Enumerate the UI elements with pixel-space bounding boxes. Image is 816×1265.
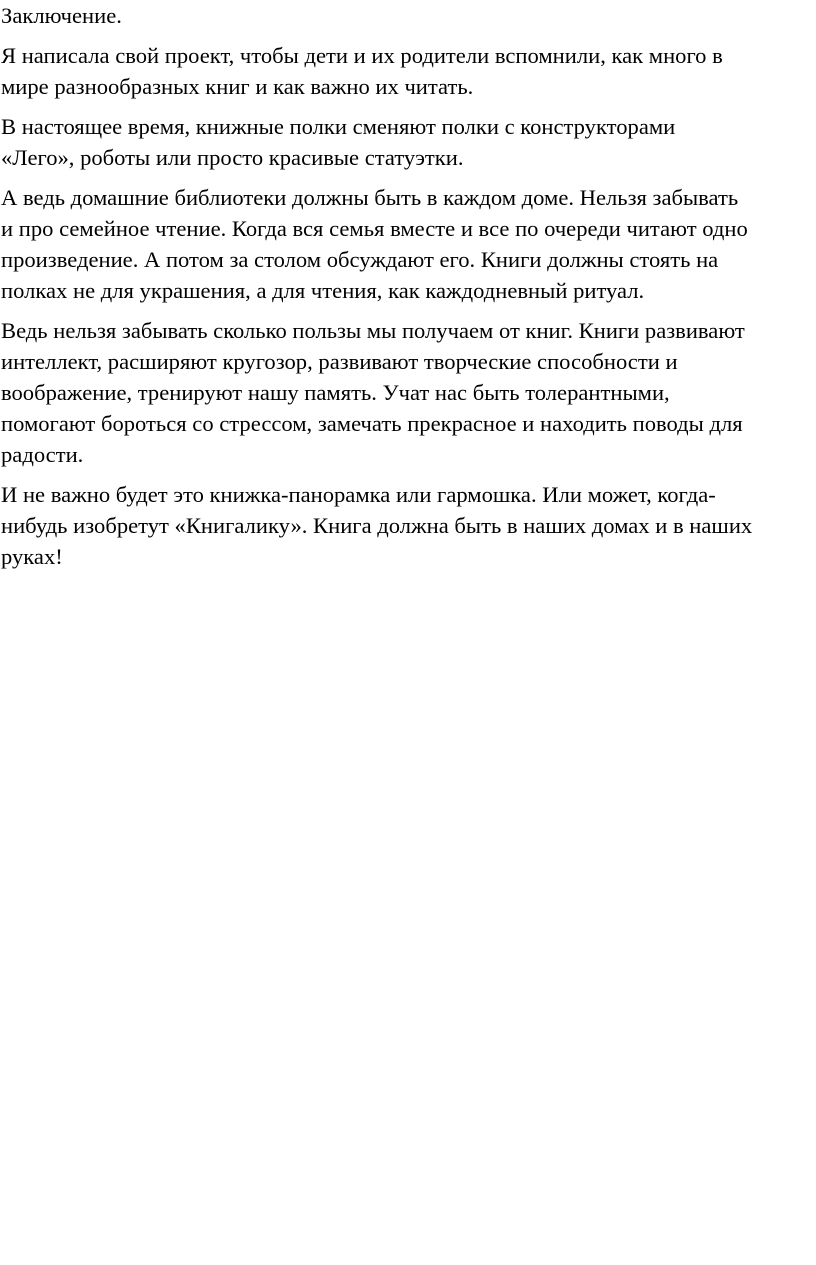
paragraph-line: «Лего», роботы или просто красивые статуэтки. [1, 145, 464, 170]
paragraph-line: А ведь домашние библиотеки должны быть в каждом доме. Нельзя забывать [1, 185, 739, 210]
paragraph-line: помогают бороться со стрессом, замечать прекрасное и находить поводы для [1, 411, 743, 436]
paragraph-line: руках! [1, 544, 63, 569]
paragraph-line: В настоящее время, книжные полки сменяют полки с конструкторами [1, 114, 676, 139]
paragraph [1, 315, 752, 470]
title-text: Заключение. [1, 3, 122, 28]
paragraph-line: воображение, тренируют нашу память. Учат нас быть толерантными, [1, 380, 670, 405]
paragraph-line: мире разнообразных книг и как важно их читать. [1, 74, 474, 99]
paragraph-line: Ведь нельзя забывать сколько пользы мы получаем от книг. Книги развивают [1, 318, 745, 343]
paragraph-line: произведение. А потом за столом обсуждают его. Книги должны стоять на [1, 247, 719, 272]
document-body [1, 0, 752, 581]
paragraph-line: и про семейное чтение. Когда вся семья вместе и все по очереди читают одно [1, 216, 748, 241]
paragraph-line: нибудь изобретут «Книгалику». Книга должна быть в наших домах и в наших [1, 513, 753, 538]
paragraph [1, 182, 752, 306]
paragraph [1, 111, 752, 173]
paragraph [1, 40, 752, 102]
paragraph-line: радости. [1, 442, 84, 467]
paragraph-line: полках не для украшения, а для чтения, как каждодневный ритуал. [1, 278, 645, 303]
paragraph-line: Я написала свой проект, чтобы дети и их родители вспомнили, как много в [1, 43, 723, 68]
document-title [1, 0, 752, 31]
paragraphs [1, 40, 752, 572]
paragraph-line: И не важно будет это книжка-панорамка или гармошка. Или может, когда- [1, 482, 716, 507]
paragraph [1, 479, 752, 572]
paragraph-line: интеллект, расширяют кругозор, развивают творческие способности и [1, 349, 678, 374]
